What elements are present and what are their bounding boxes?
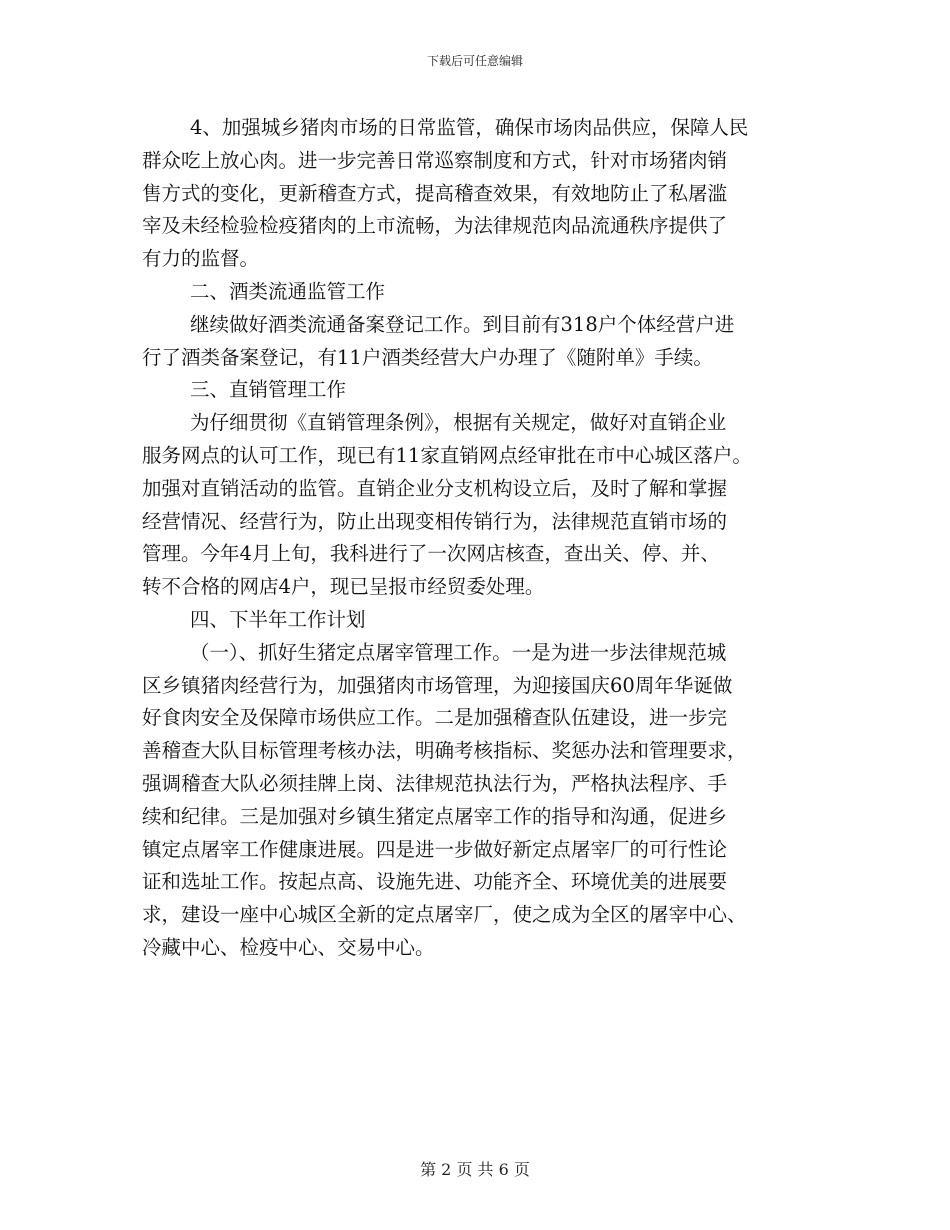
body-line: 经营情况、经营行为，防止出现变相传销行为，法律规范直销市场的 [142, 509, 728, 533]
body-line: 证和选址工作。按起点高、设施先进、功能齐全、环境优美的进展要 [142, 870, 728, 894]
body-line: 镇定点屠宰工作健康进展。四是进一步做好新定点屠宰厂的可行性论 [142, 837, 728, 861]
body-line: 售方式的变化，更新稽查方式，提高稽查效果，有效地防止了私屠滥 [142, 181, 728, 205]
body-line: 续和纪律。三是加强对乡镇生猪定点屠宰工作的指导和沟通，促进乡 [142, 804, 728, 828]
body-line: （一）、抓好生猪定点屠宰管理工作。一是为进一步法律规范城 [190, 640, 727, 664]
body-line: 三、直销管理工作 [190, 378, 347, 402]
document-body [142, 112, 822, 965]
body-line: 管理。今年4月上旬，我科进行了一次网店核查，查出关、停、并、 [142, 542, 720, 566]
body-line: 二、酒类流通监管工作 [190, 279, 386, 303]
body-line: 加强对直销活动的监管。直销企业分支机构设立后，及时了解和掌握 [142, 476, 728, 500]
body-line: 转不合格的网店4户，现已呈报市经贸委处理。 [142, 575, 545, 599]
body-line: 行了酒类备案登记，有11户酒类经营大户办理了《随附单》手续。 [142, 345, 713, 369]
body-line: 有力的监督。 [142, 247, 260, 271]
body-line: 四、下半年工作计划 [190, 607, 366, 631]
body-line: 宰及未经检验检疫猪肉的上市流畅，为法律规范肉品流通秩序提供了 [142, 214, 728, 238]
body-line: 区乡镇猪肉经营行为，加强猪肉市场管理，为迎接国庆60周年华诞做 [142, 673, 733, 697]
body-line: 继续做好酒类流通备案登记工作。到目前有318户个体经营户进 [190, 312, 735, 336]
body-line: 求，建设一座中心城区全新的定点屠宰厂，使之成为全区的屠宰中心、 [142, 903, 747, 927]
page-header: 下载后可任意编辑 [426, 54, 523, 68]
body-line: 4、加强城乡猪肉市场的日常监管，确保市场肉品供应，保障人民 [190, 116, 749, 139]
body-line: 为仔细贯彻《直销管理条例》，根据有关规定，做好对直销企业 [190, 411, 727, 435]
page-footer: 第 2 页 共 6 页 [420, 1160, 530, 1179]
body-line: 群众吃上放心肉。进一步完善日常巡察制度和方式，针对市场猪肉销 [142, 148, 728, 172]
body-line: 好食肉安全及保障市场供应工作。二是加强稽查队伍建设，进一步完 [142, 706, 728, 730]
body-line: 冷藏中心、检疫中心、交易中心。 [142, 935, 435, 959]
body-line: 善稽查大队目标管理考核办法，明确考核指标、奖惩办法和管理要求， [142, 739, 747, 763]
body-line: 服务网点的认可工作，现已有11家直销网点经审批在市中心城区落户。 [142, 443, 752, 467]
body-line: 强调稽查大队必须挂牌上岗、法律规范执法行为，严格执法程序、手 [142, 771, 728, 795]
